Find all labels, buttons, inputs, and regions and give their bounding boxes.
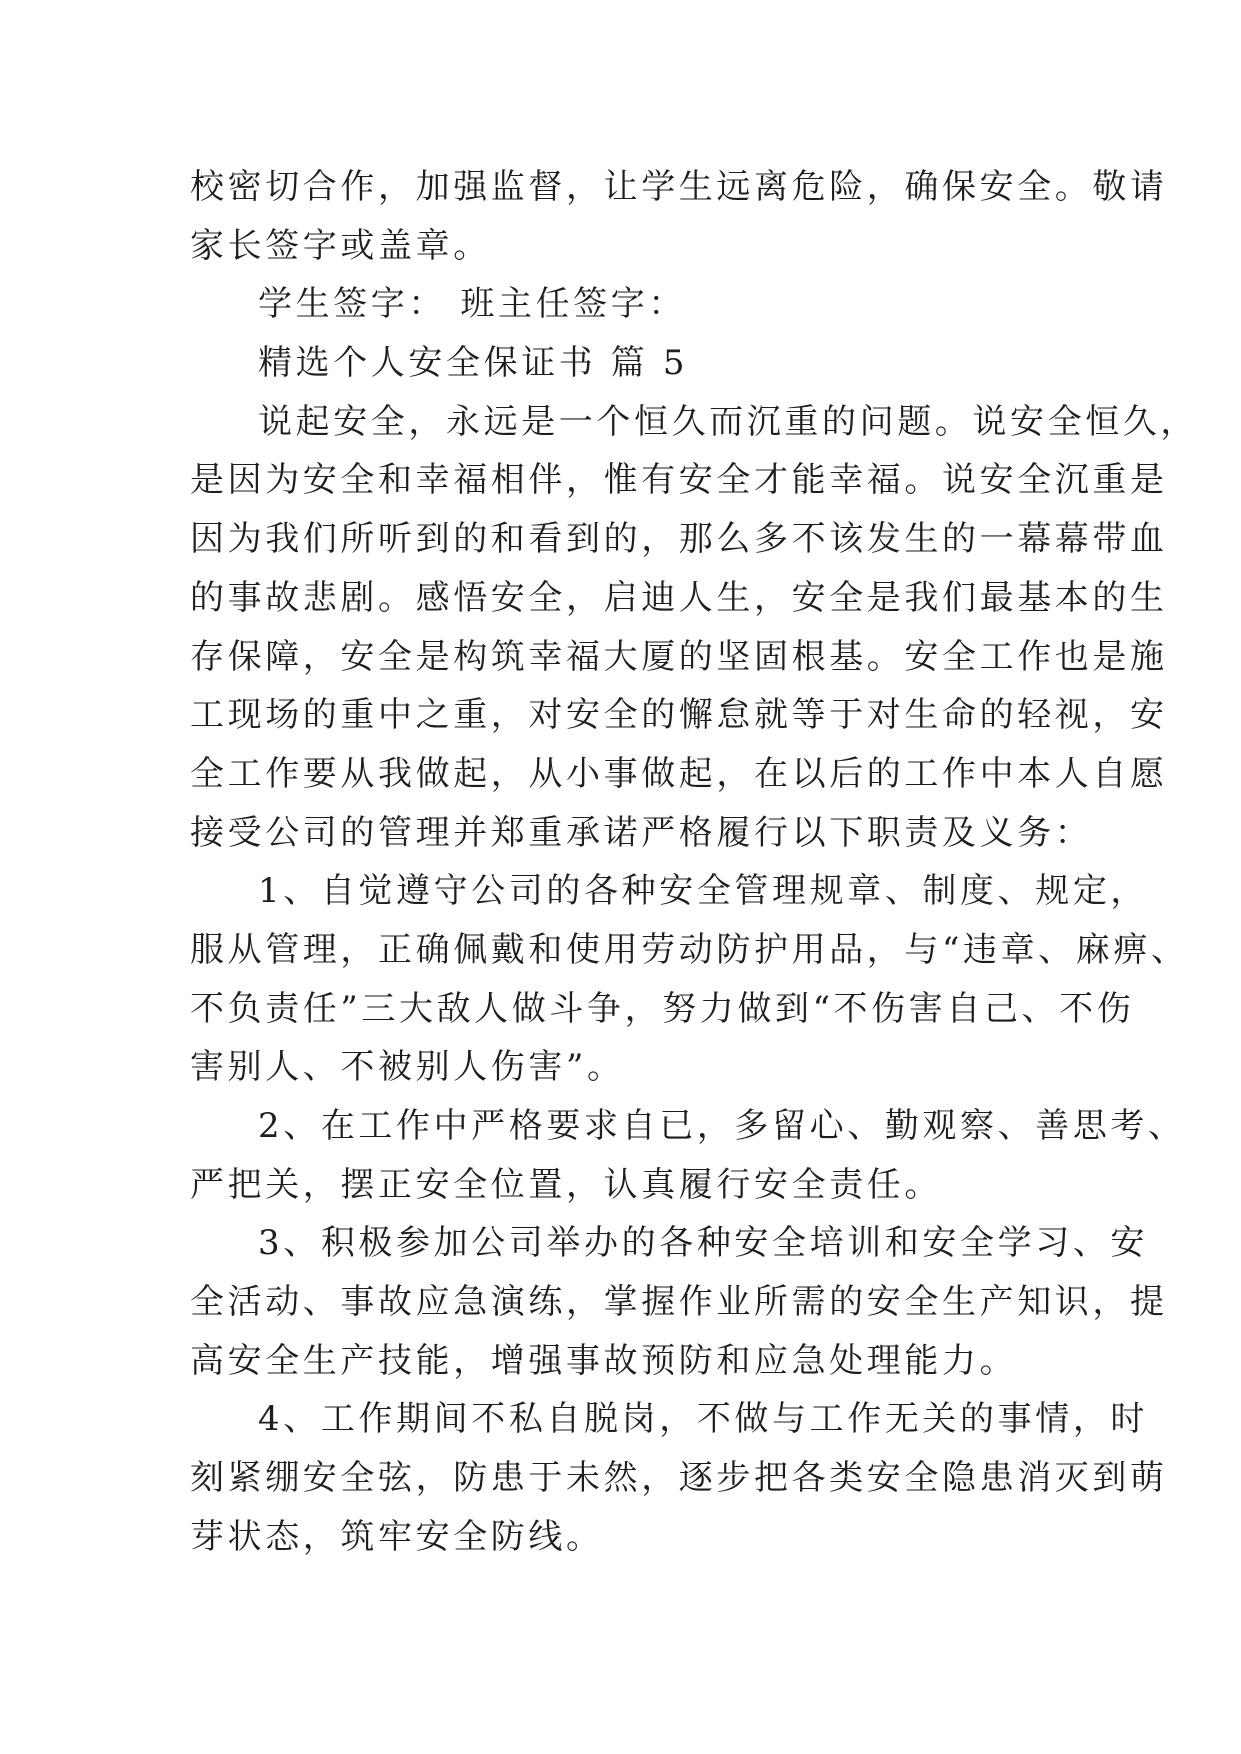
text-line: 是因为安全和幸福相伴，惟有安全才能幸福。说安全沉重是 [190,460,1168,501]
text-line: 工现场的重中之重，对安全的懈怠就等于对生命的轻视，安 [190,695,1168,736]
text-line: 说起安全，永远是一个恒久而沉重的问题。说安全恒久， [258,401,1198,442]
document-body [190,158,1198,1567]
list-item-3: 3、积极参加公司举办的各种安全培训和安全学习、安 [258,1223,1149,1264]
list-item-2: 2、在工作中严格要求自已，多留心、勤观察、善思考、 [258,1106,1186,1146]
section-heading: 精选个人安全保证书 篇 5 [258,343,689,384]
text-line: 校密切合作，加强监督，让学生远离危险，确保安全。敬请 [190,167,1168,207]
text-line: 存保障，安全是构筑幸福大厦的坚固根基。安全工作也是施 [190,636,1168,677]
text-line: 服从管理，正确佩戴和使用劳动防护用品，与“违章、麻痹、 [190,929,1189,970]
text-line: 全活动、事故应急演练，掌握作业所需的安全生产知识，提 [190,1282,1168,1323]
text-line: 严把关，摆正安全位置，认真履行安全责任。 [190,1164,942,1205]
text-line: 的事故悲剧。感悟安全，启迪人生，安全是我们最基本的生 [190,577,1168,618]
list-item-1: 1、自觉遵守公司的各种安全管理规章、制度、规定， [258,871,1149,912]
text-line: 芽状态，筑牢安全防线。 [190,1516,604,1557]
text-line: 因为我们所听到的和看到的，那么多不该发生的一幕幕带血 [190,519,1168,560]
text-line: 不负责任”三大敌人做斗争，努力做到“不伤害自己、不伤 [190,988,1135,1029]
text-line: 接受公司的管理并郑重承诺严格履行以下职责及义务： [190,812,1093,853]
text-line: 高安全生产技能，增强事故预防和应急处理能力。 [190,1340,1018,1381]
text-line: 害别人、不被别人伤害”。 [190,1047,625,1088]
text-line: 刻紧绷安全弦，防患于未然，逐步把各类安全隐患消灭到萌 [190,1458,1168,1499]
list-item-4: 4、工作期间不私自脱岗，不做与工作无关的事情，时 [258,1399,1149,1440]
signature-line: 学生签字： 班主任签字： [258,284,687,325]
text-line: 全工作要从我做起，从小事做起，在以后的工作中本人自愿 [190,753,1168,794]
text-line: 家长签字或盖章。 [190,225,491,266]
